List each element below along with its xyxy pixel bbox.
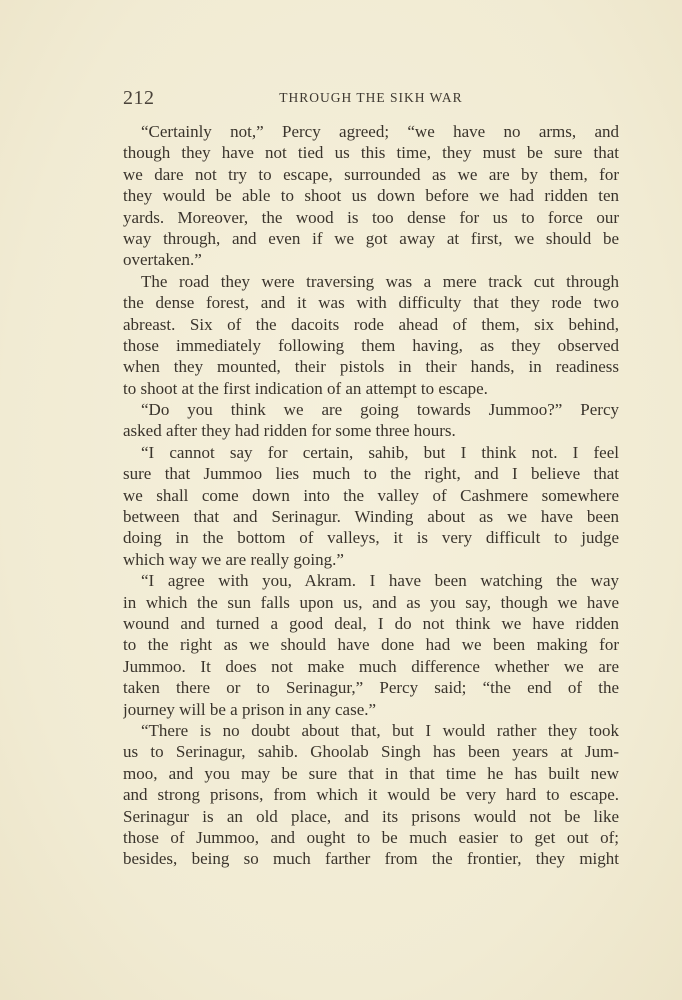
text-line: to shoot at the first indication of an attempt to escape. bbox=[123, 378, 488, 398]
text-line: wound and turned a good deal, I do not think we have ridden bbox=[123, 613, 619, 633]
text-line: yards. Moreover, the wood is too dense for us to force our bbox=[123, 207, 619, 227]
text-line: abreast. Six of the dacoits rode ahead of them, six behind, bbox=[123, 314, 619, 334]
text-line: “I agree with you, Akram. I have been watching the way bbox=[141, 571, 619, 591]
text-line: asked after they had ridden for some three hours. bbox=[123, 421, 456, 441]
body-text bbox=[123, 121, 619, 870]
page-header bbox=[123, 87, 619, 109]
text-line: we dare not try to escape, surrounded as we are by them, for bbox=[123, 164, 619, 184]
text-line: in which the sun falls upon us, and as you say, though we have bbox=[123, 592, 619, 612]
text-line: which way we are really going.” bbox=[123, 549, 344, 569]
text-line: journey will be a prison in any case.” bbox=[123, 699, 377, 719]
text-line: and strong prisons, from which it would be very hard to escape. bbox=[123, 785, 619, 805]
text-line: taken there or to Serinagur,” Percy said; “the end of the bbox=[123, 678, 619, 698]
text-line: “Certainly not,” Percy agreed; “we have no arms, and bbox=[141, 122, 619, 141]
text-line: “I cannot say for certain, sahib, but I think not. I feel bbox=[141, 442, 619, 462]
page-number: 212 bbox=[123, 87, 155, 109]
text-line: “Do you think we are going towards Jummoo?” Percy bbox=[141, 400, 619, 420]
text-line: between that and Serinagur. Winding about as we have been bbox=[123, 507, 619, 527]
text-line: overtaken.” bbox=[123, 250, 202, 270]
text-line: The road they were traversing was a mere track cut through bbox=[141, 271, 619, 291]
text-line: to the right as we should have done had we been making for bbox=[123, 635, 619, 655]
text-line: moo, and you may be sure that in that time he has built new bbox=[123, 763, 619, 783]
text-line: way through, and even if we got away at first, we should be bbox=[123, 228, 619, 248]
running-head: THROUGH THE SIKH WAR bbox=[279, 90, 463, 105]
text-line: they would be able to shoot us down before we had ridden ten bbox=[123, 186, 619, 206]
text-line: when they mounted, their pistols in their hands, in readiness bbox=[123, 357, 619, 377]
text-line: Jummoo. It does not make much difference whether we are bbox=[123, 656, 619, 676]
text-line: though they have not tied us this time, they must be sure that bbox=[123, 143, 619, 163]
text-line: doing in the bottom of valleys, it is very difficult to judge bbox=[123, 528, 619, 548]
text-line: besides, being so much farther from the frontier, they might bbox=[123, 849, 619, 869]
text-line: “There is no doubt about that, but I would rather they took bbox=[141, 720, 619, 740]
text-line: those of Jummoo, and ought to be much easier to get out of; bbox=[123, 827, 619, 847]
text-line: Serinagur is an old place, and its prisons would not be like bbox=[123, 806, 619, 826]
text-line: we shall come down into the valley of Cashmere somewhere bbox=[123, 485, 619, 505]
text-line: us to Serinagur, sahib. Ghoolab Singh has been years at Jum- bbox=[123, 742, 619, 762]
text-line: sure that Jummoo lies much to the right, and I believe that bbox=[123, 464, 619, 484]
text-line: the dense forest, and it was with difficulty that they rode two bbox=[123, 293, 619, 313]
text-line: those immediately following them having, as they observed bbox=[123, 335, 619, 355]
